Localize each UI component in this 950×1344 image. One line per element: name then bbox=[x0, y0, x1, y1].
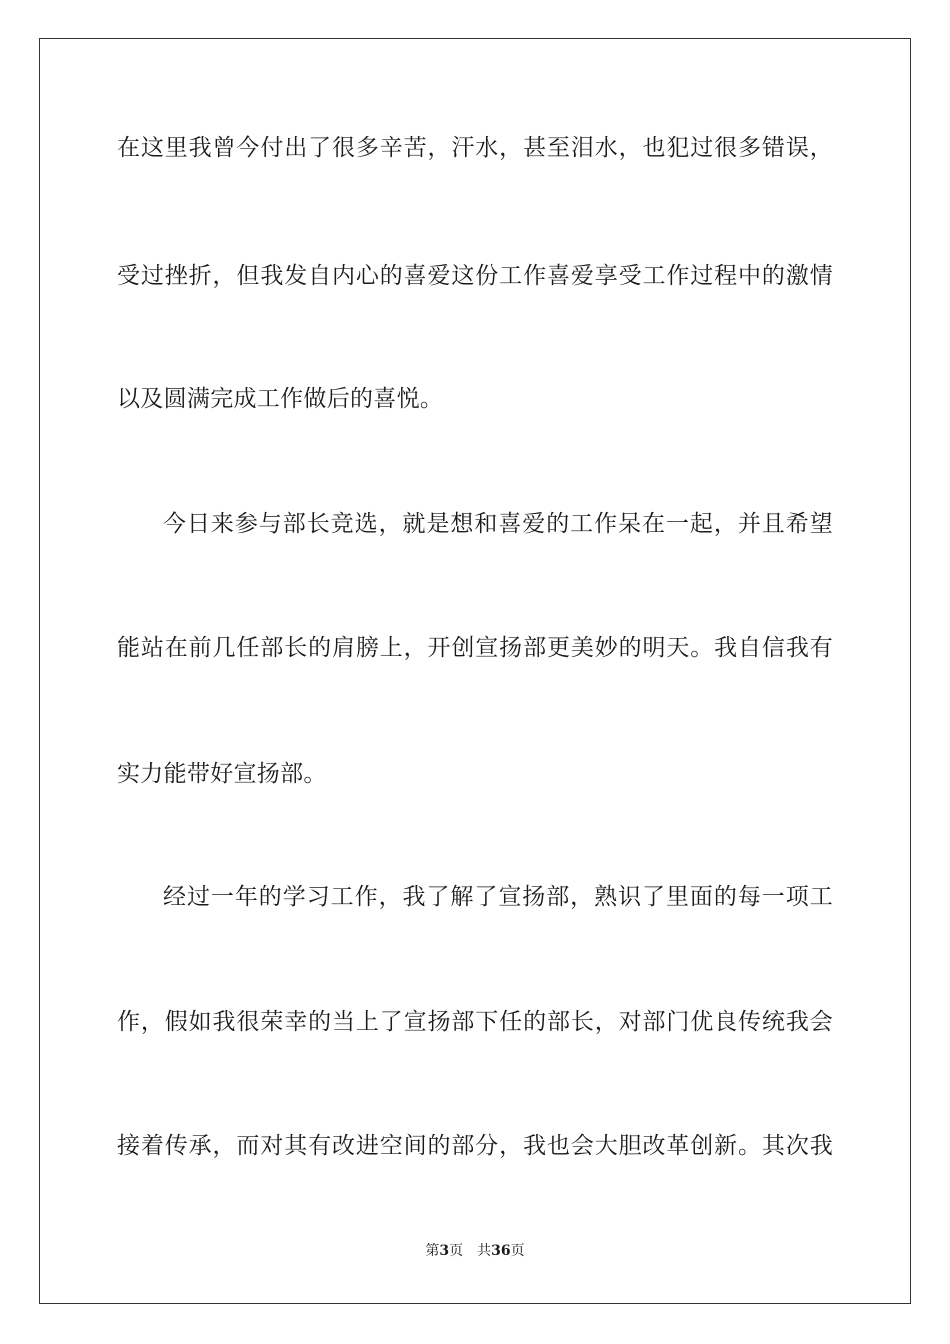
text-line: 受过挫折，但我发自内心的喜爱这份工作喜爱享受工作过程中的激情 bbox=[117, 263, 833, 289]
text-line: 实力能带好宣扬部。 bbox=[117, 761, 327, 787]
total-suffix: 页 bbox=[510, 1243, 525, 1259]
page-suffix: 页 bbox=[449, 1243, 464, 1259]
text-line: 作，假如我很荣幸的当上了宣扬部下任的部长，对部门优良传统我会 bbox=[117, 1009, 833, 1035]
text-line: 以及圆满完成工作做后的喜悦。 bbox=[117, 386, 444, 412]
text-line: 经过一年的学习工作，我了解了宣扬部，熟识了里面的每一项工 bbox=[163, 884, 833, 910]
text-line: 在这里我曾今付出了很多辛苦，汗水，甚至泪水，也犯过很多错误， bbox=[117, 135, 833, 161]
text-line: 今日来参与部长竞选，就是想和喜爱的工作呆在一起，并且希望 bbox=[163, 511, 833, 537]
page-prefix: 第 bbox=[425, 1243, 440, 1259]
text-line: 接着传承，而对其有改进空间的部分，我也会大胆改革创新。其次我 bbox=[117, 1133, 833, 1159]
text-line: 能站在前几任部长的肩膀上，开创宣扬部更美妙的明天。我自信我有 bbox=[117, 635, 833, 661]
total-prefix: 共 bbox=[477, 1243, 492, 1259]
page-number: 3 bbox=[439, 1243, 450, 1259]
total-pages: 36 bbox=[491, 1243, 511, 1259]
page-border bbox=[39, 38, 911, 1304]
page-footer bbox=[0, 1242, 950, 1260]
